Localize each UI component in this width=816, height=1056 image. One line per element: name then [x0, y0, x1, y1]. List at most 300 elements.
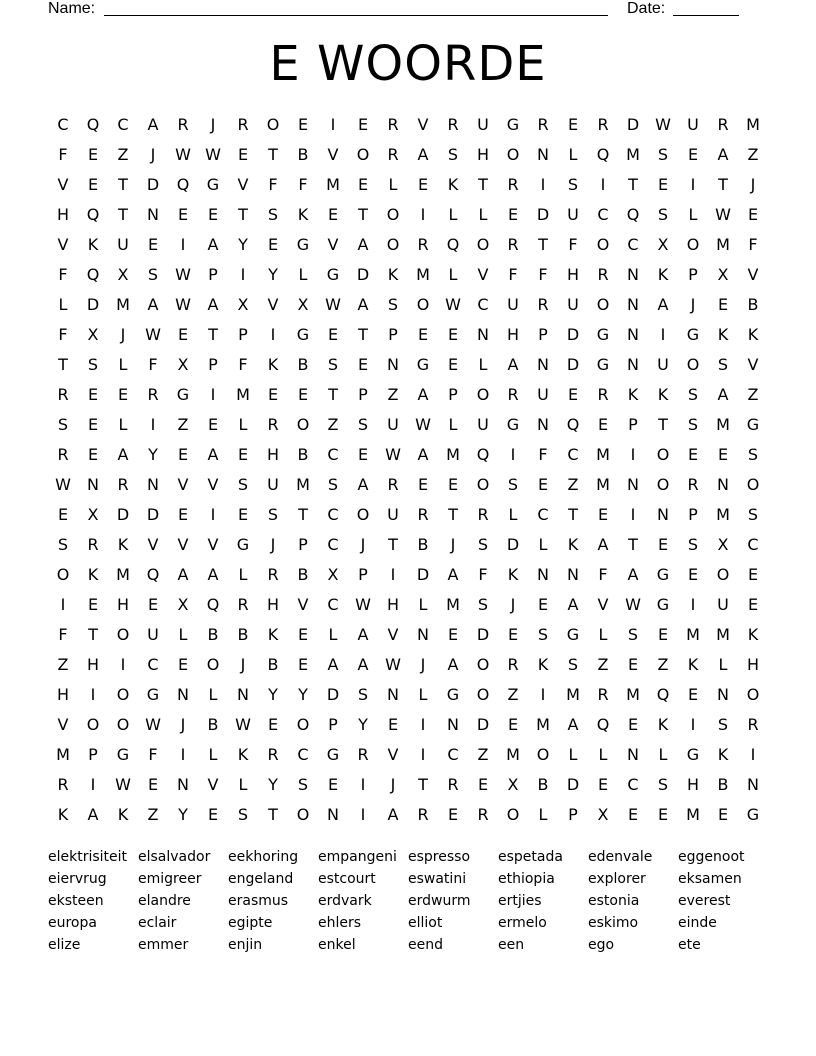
grid-letter: A	[357, 625, 369, 644]
grid-letter: I	[690, 715, 696, 734]
grid-letter: E	[567, 385, 579, 404]
grid-letter: A	[357, 295, 369, 314]
grid-letter: L	[418, 685, 428, 704]
grid-letter: M	[746, 115, 760, 134]
grid-letter: E	[237, 145, 249, 164]
grid-letter: A	[597, 535, 609, 554]
grid-letter: E	[297, 385, 309, 404]
grid-letter: E	[447, 325, 459, 344]
grid-letter: X	[117, 265, 129, 284]
grid-letter: E	[567, 115, 579, 134]
grid-letter: H	[266, 445, 280, 464]
grid-letter: M	[56, 745, 70, 764]
grid-letter: N	[537, 355, 549, 374]
grid-letter: I	[750, 745, 756, 764]
grid-letter: Z	[657, 655, 669, 674]
word-list-item: een	[498, 937, 525, 953]
grid-letter: D	[626, 115, 640, 134]
grid-letter: X	[327, 565, 339, 584]
grid-letter: A	[207, 295, 219, 314]
grid-letter: Z	[597, 655, 609, 674]
grid-letter: I	[240, 265, 246, 284]
grid-letter: F	[568, 235, 578, 254]
grid-row	[48, 140, 768, 170]
grid-letter: L	[598, 745, 608, 764]
grid-letter: S	[477, 595, 489, 614]
grid-letter: U	[657, 355, 669, 374]
grid-letter: K	[297, 205, 309, 224]
grid-letter: E	[87, 445, 99, 464]
grid-letter: H	[56, 205, 70, 224]
grid-letter: W	[325, 295, 341, 314]
grid-letter: E	[267, 715, 279, 734]
grid-letter: E	[597, 415, 609, 434]
grid-letter: I	[540, 685, 546, 704]
grid-letter: V	[417, 115, 429, 134]
grid-letter: I	[210, 505, 216, 524]
grid-letter: V	[747, 355, 759, 374]
grid-letter: R	[87, 535, 99, 554]
grid-letter: D	[86, 295, 100, 314]
word-list-item: erdwurm	[408, 893, 471, 909]
word-list-item: edenvale	[588, 849, 653, 865]
grid-letter: E	[447, 805, 459, 824]
grid-letter: L	[118, 355, 128, 374]
grid-letter: Z	[747, 145, 759, 164]
grid-letter: I	[510, 445, 516, 464]
grid-letter: T	[628, 175, 638, 194]
grid-letter: P	[358, 565, 368, 584]
grid-letter: O	[476, 385, 490, 404]
grid-letter: Z	[747, 385, 759, 404]
grid-letter: E	[117, 385, 129, 404]
grid-letter: N	[537, 565, 549, 584]
grid-letter: O	[206, 655, 220, 674]
grid-letter: N	[627, 745, 639, 764]
grid-letter: V	[387, 625, 399, 644]
grid-letter: E	[687, 445, 699, 464]
grid-letter: S	[657, 775, 669, 794]
word-list-item: emigreer	[138, 871, 202, 887]
word-list-item: erdvark	[318, 893, 372, 909]
grid-letter: Q	[146, 565, 160, 584]
grid-letter: R	[147, 385, 159, 404]
word-list-item: eskimo	[588, 915, 639, 931]
grid-letter: R	[507, 235, 519, 254]
grid-letter: F	[508, 265, 518, 284]
grid-letter: S	[87, 355, 99, 374]
grid-row	[48, 770, 768, 800]
grid-letter: A	[417, 385, 429, 404]
grid-letter: R	[597, 685, 609, 704]
grid-letter: E	[417, 175, 429, 194]
grid-letter: B	[207, 715, 219, 734]
grid-letter: R	[387, 475, 399, 494]
grid-letter: M	[716, 505, 730, 524]
grid-letter: E	[87, 415, 99, 434]
grid-letter: E	[687, 565, 699, 584]
grid-letter: C	[447, 745, 459, 764]
grid-letter: N	[237, 685, 249, 704]
grid-letter: S	[747, 445, 759, 464]
grid-letter: P	[688, 265, 698, 284]
grid-letter: N	[147, 475, 159, 494]
word-list-item: empangeni	[318, 849, 397, 865]
grid-letter: Z	[387, 385, 399, 404]
word-list-item: eggenoot	[678, 849, 745, 865]
grid-letter: K	[747, 625, 759, 644]
grid-letter: J	[270, 535, 276, 554]
grid-letter: F	[538, 445, 548, 464]
grid-letter: S	[267, 505, 279, 524]
grid-letter: E	[357, 445, 369, 464]
grid-letter: G	[596, 325, 610, 344]
grid-letter: D	[476, 715, 490, 734]
grid-letter: F	[268, 175, 278, 194]
grid-letter: I	[360, 775, 366, 794]
grid-letter: P	[358, 385, 368, 404]
grid-letter: T	[238, 205, 248, 224]
grid-letter: E	[177, 325, 189, 344]
grid-letter: I	[120, 655, 126, 674]
grid-letter: N	[477, 325, 489, 344]
grid-letter: T	[208, 325, 218, 344]
grid-letter: M	[536, 715, 550, 734]
word-list-item: elize	[48, 937, 81, 953]
grid-letter: I	[600, 175, 606, 194]
grid-letter: J	[210, 115, 216, 134]
grid-letter: R	[387, 145, 399, 164]
grid-letter: V	[57, 235, 69, 254]
grid-letter: E	[657, 175, 669, 194]
word-list-item: eiervrug	[48, 871, 107, 887]
word-list-item: eksamen	[678, 871, 742, 887]
grid-letter: L	[238, 775, 248, 794]
grid-letter: E	[627, 655, 639, 674]
grid-letter: G	[326, 745, 340, 764]
grid-letter: E	[747, 595, 759, 614]
grid-letter: L	[658, 745, 668, 764]
grid-letter: H	[116, 595, 130, 614]
grid-letter: K	[87, 235, 99, 254]
grid-letter: G	[146, 685, 160, 704]
grid-letter: V	[297, 595, 309, 614]
grid-row	[48, 290, 768, 320]
grid-letter: C	[57, 115, 69, 134]
grid-letter: R	[267, 565, 279, 584]
grid-letter: I	[690, 595, 696, 614]
word-list-item: eekhoring	[228, 849, 299, 865]
grid-letter: T	[718, 175, 728, 194]
grid-letter: X	[237, 295, 249, 314]
grid-letter: I	[60, 595, 66, 614]
grid-letter: M	[686, 625, 700, 644]
grid-letter: A	[387, 805, 399, 824]
grid-letter: U	[567, 295, 579, 314]
grid-letter: T	[268, 145, 278, 164]
grid-letter: O	[116, 685, 130, 704]
word-list-item: einde	[678, 915, 717, 931]
grid-letter: K	[87, 565, 99, 584]
grid-letter: N	[627, 325, 639, 344]
grid-letter: P	[568, 805, 578, 824]
grid-letter: U	[687, 115, 699, 134]
grid-letter: O	[296, 805, 310, 824]
grid-letter: D	[326, 685, 340, 704]
grid-letter: A	[657, 295, 669, 314]
grid-letter: Q	[206, 595, 220, 614]
grid-letter: E	[87, 595, 99, 614]
grid-row	[48, 380, 768, 410]
grid-letter: X	[177, 595, 189, 614]
grid-letter: Q	[566, 415, 580, 434]
grid-letter: X	[297, 295, 309, 314]
grid-letter: E	[597, 505, 609, 524]
grid-letter: P	[328, 715, 338, 734]
grid-letter: U	[477, 115, 489, 134]
grid-letter: A	[357, 655, 369, 674]
grid-letter: G	[416, 355, 430, 374]
grid-letter: G	[206, 175, 220, 194]
word-list-item: enjin	[228, 937, 263, 953]
grid-letter: E	[87, 175, 99, 194]
grid-letter: E	[147, 235, 159, 254]
grid-letter: H	[566, 265, 580, 284]
grid-letter: V	[747, 265, 759, 284]
grid-letter: Y	[268, 265, 278, 284]
word-list-item: elliot	[408, 915, 443, 931]
grid-letter: E	[507, 625, 519, 644]
grid-letter: Q	[86, 205, 100, 224]
grid-letter: T	[448, 505, 458, 524]
word-search-grid	[48, 110, 768, 830]
grid-row	[48, 200, 768, 230]
grid-letter: E	[597, 775, 609, 794]
grid-letter: R	[387, 115, 399, 134]
grid-letter: L	[478, 355, 488, 374]
grid-letter: U	[117, 235, 129, 254]
grid-letter: F	[298, 175, 308, 194]
grid-letter: E	[747, 565, 759, 584]
grid-letter: O	[86, 715, 100, 734]
page-title: E WOORDE	[269, 36, 547, 92]
grid-letter: P	[538, 325, 548, 344]
grid-letter: T	[358, 205, 368, 224]
grid-letter: D	[356, 265, 370, 284]
grid-letter: E	[357, 175, 369, 194]
grid-letter: F	[538, 265, 548, 284]
grid-letter: D	[116, 505, 130, 524]
grid-letter: E	[177, 205, 189, 224]
grid-letter: K	[657, 265, 669, 284]
grid-letter: Y	[268, 775, 278, 794]
grid-letter: P	[88, 745, 98, 764]
grid-letter: M	[716, 625, 730, 644]
grid-row	[48, 530, 768, 560]
grid-letter: M	[596, 475, 610, 494]
grid-letter: K	[267, 625, 279, 644]
grid-letter: L	[418, 595, 428, 614]
grid-letter: G	[296, 235, 310, 254]
grid-letter: C	[747, 535, 759, 554]
grid-letter: E	[537, 595, 549, 614]
grid-letter: E	[297, 655, 309, 674]
grid-letter: W	[235, 715, 251, 734]
grid-letter: S	[567, 175, 579, 194]
grid-letter: L	[448, 265, 458, 284]
grid-letter: H	[266, 595, 280, 614]
grid-letter: W	[655, 115, 671, 134]
grid-letter: J	[510, 595, 516, 614]
grid-letter: Q	[176, 175, 190, 194]
grid-row	[48, 620, 768, 650]
grid-letter: E	[537, 475, 549, 494]
grid-letter: B	[417, 535, 429, 554]
grid-letter: K	[117, 535, 129, 554]
grid-letter: Q	[86, 265, 100, 284]
grid-letter: A	[447, 655, 459, 674]
grid-letter: E	[177, 505, 189, 524]
grid-letter: R	[447, 775, 459, 794]
grid-letter: U	[567, 205, 579, 224]
grid-letter: L	[448, 205, 458, 224]
grid-letter: K	[117, 805, 129, 824]
grid-row	[48, 320, 768, 350]
grid-letter: L	[568, 145, 578, 164]
grid-letter: A	[327, 655, 339, 674]
grid-letter: H	[506, 325, 520, 344]
grid-letter: N	[717, 685, 729, 704]
word-list-item: everest	[678, 893, 731, 909]
grid-letter: B	[747, 295, 759, 314]
grid-letter: O	[596, 235, 610, 254]
grid-letter: X	[597, 805, 609, 824]
grid-letter: A	[207, 235, 219, 254]
grid-letter: I	[420, 715, 426, 734]
grid-letter: C	[117, 115, 129, 134]
grid-letter: W	[145, 325, 161, 344]
grid-letter: S	[687, 385, 699, 404]
grid-letter: C	[627, 235, 639, 254]
grid-row	[48, 740, 768, 770]
word-list-item: ethiopia	[498, 871, 555, 887]
grid-letter: R	[177, 115, 189, 134]
grid-letter: E	[327, 325, 339, 344]
grid-letter: W	[175, 145, 191, 164]
grid-letter: L	[478, 205, 488, 224]
grid-row	[48, 230, 768, 260]
grid-letter: I	[330, 115, 336, 134]
grid-letter: E	[327, 205, 339, 224]
grid-letter: S	[687, 415, 699, 434]
grid-letter: C	[297, 745, 309, 764]
grid-letter: E	[717, 805, 729, 824]
grid-row	[48, 560, 768, 590]
grid-letter: A	[147, 115, 159, 134]
grid-letter: Q	[626, 205, 640, 224]
grid-letter: O	[116, 715, 130, 734]
grid-letter: H	[746, 655, 760, 674]
grid-letter: S	[687, 535, 699, 554]
grid-letter: I	[360, 805, 366, 824]
grid-letter: E	[87, 385, 99, 404]
name-blank-line	[104, 15, 608, 16]
grid-letter: P	[628, 415, 638, 434]
grid-letter: O	[746, 685, 760, 704]
grid-letter: K	[237, 745, 249, 764]
grid-letter: R	[57, 445, 69, 464]
grid-letter: P	[208, 265, 218, 284]
grid-letter: Z	[327, 415, 339, 434]
grid-letter: E	[207, 415, 219, 434]
grid-letter: A	[447, 565, 459, 584]
grid-letter: V	[327, 145, 339, 164]
grid-letter: N	[627, 355, 639, 374]
grid-letter: M	[416, 265, 430, 284]
grid-letter: G	[686, 745, 700, 764]
grid-letter: E	[447, 625, 459, 644]
grid-letter: S	[357, 415, 369, 434]
grid-letter: W	[205, 145, 221, 164]
grid-letter: W	[175, 265, 191, 284]
grid-letter: Z	[117, 145, 129, 164]
grid-letter: A	[357, 475, 369, 494]
grid-letter: B	[237, 625, 249, 644]
grid-letter: R	[417, 505, 429, 524]
grid-letter: H	[86, 655, 100, 674]
grid-letter: L	[568, 745, 578, 764]
word-list-item: enkel	[318, 937, 356, 953]
grid-letter: O	[536, 745, 550, 764]
grid-letter: E	[717, 295, 729, 314]
grid-letter: D	[536, 205, 550, 224]
grid-letter: C	[627, 775, 639, 794]
grid-letter: G	[506, 415, 520, 434]
grid-letter: P	[388, 325, 398, 344]
grid-row	[48, 710, 768, 740]
grid-letter: D	[476, 625, 490, 644]
grid-row	[48, 800, 768, 830]
grid-letter: Q	[86, 115, 100, 134]
word-list-item: emmer	[138, 937, 189, 953]
grid-letter: V	[147, 535, 159, 554]
grid-letter: I	[180, 235, 186, 254]
grid-letter: O	[656, 475, 670, 494]
grid-letter: E	[357, 355, 369, 374]
grid-letter: B	[297, 145, 309, 164]
grid-letter: S	[327, 355, 339, 374]
grid-letter: E	[237, 445, 249, 464]
grid-letter: U	[537, 385, 549, 404]
word-list-item: ertjies	[498, 893, 542, 909]
grid-letter: J	[180, 715, 186, 734]
grid-letter: O	[506, 145, 520, 164]
grid-letter: V	[57, 175, 69, 194]
grid-letter: I	[90, 775, 96, 794]
grid-letter: R	[477, 805, 489, 824]
grid-letter: G	[506, 115, 520, 134]
grid-letter: M	[296, 475, 310, 494]
word-list-item: europa	[48, 915, 97, 931]
grid-letter: R	[417, 235, 429, 254]
word-list-item: ete	[678, 937, 701, 953]
grid-letter: H	[56, 685, 70, 704]
grid-letter: W	[55, 475, 71, 494]
grid-letter: N	[627, 475, 639, 494]
grid-letter: S	[627, 625, 639, 644]
grid-letter: F	[478, 565, 488, 584]
grid-letter: T	[118, 205, 128, 224]
